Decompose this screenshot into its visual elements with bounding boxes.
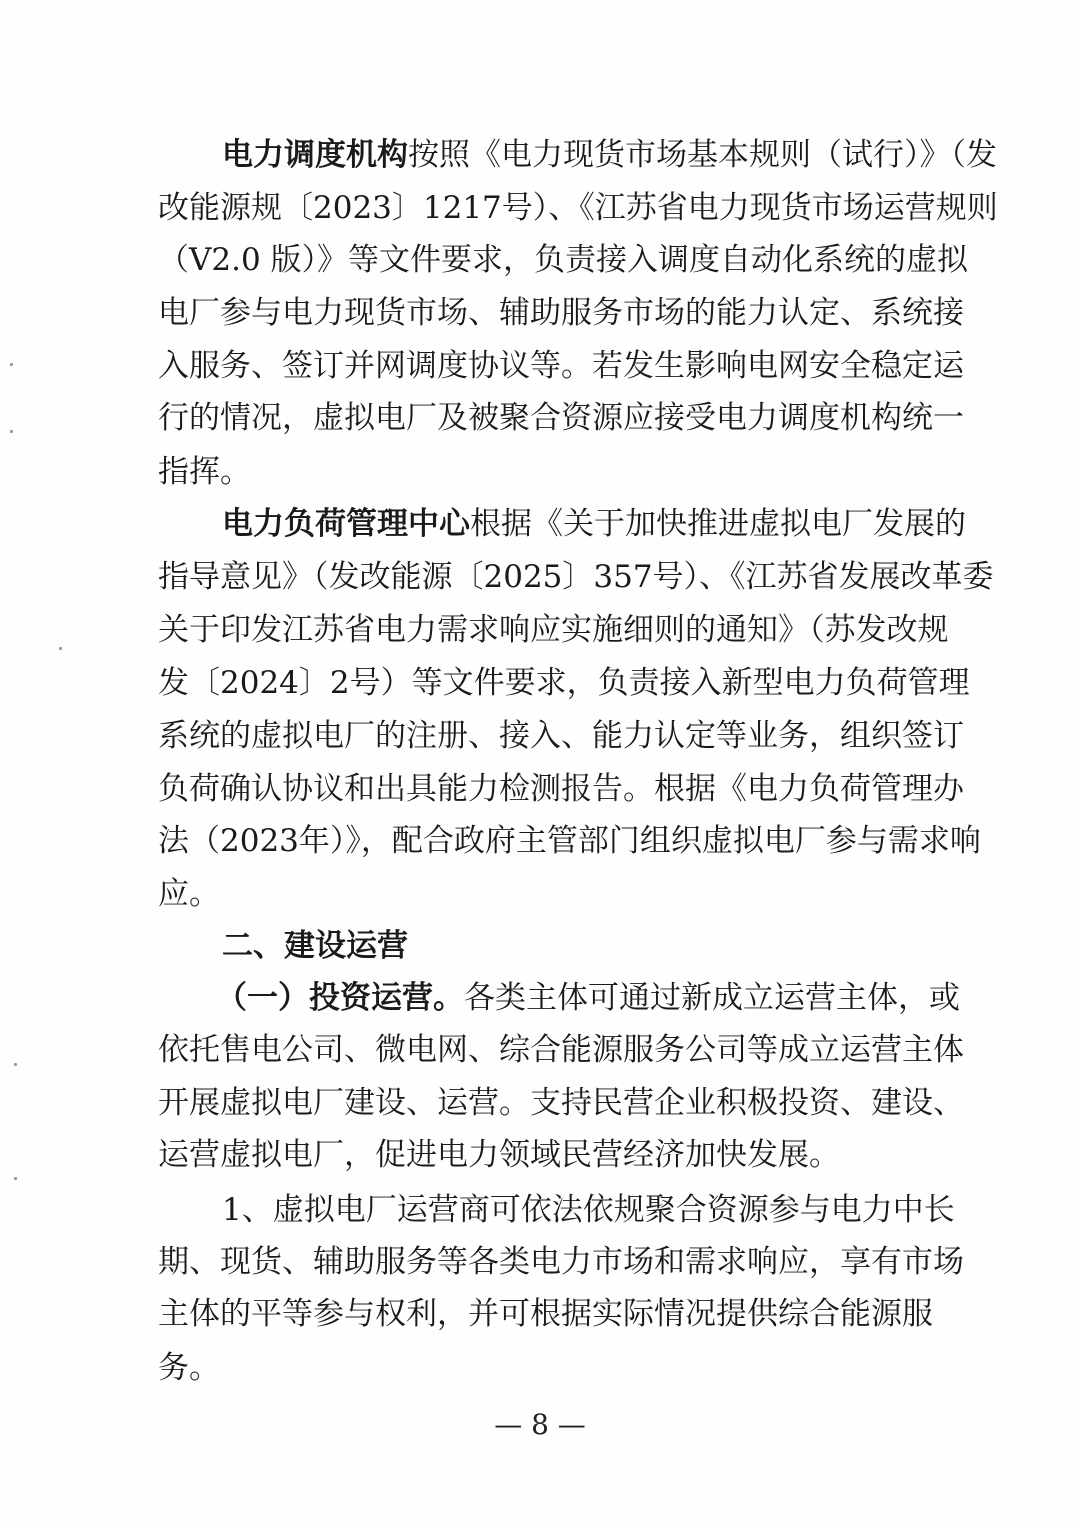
line-text: 1、虚拟电厂运营商可依法依规聚合资源参与电力中长 — [222, 1192, 955, 1228]
paragraph-1-line-5 — [158, 340, 964, 392]
bold-lead-phrase: 电力调度机构 — [222, 137, 408, 173]
scan-artifact-dot — [14, 1177, 17, 1180]
paragraph-2-line-1 — [158, 498, 966, 550]
paragraph-1-line-6 — [158, 392, 964, 444]
line-text: 各类主体可通过新成立运营主体，或 — [464, 980, 960, 1016]
paragraph-3-line-2 — [158, 1024, 964, 1076]
page-number: — 8 — — [494, 1408, 586, 1441]
paragraph-1-line-3 — [158, 234, 969, 286]
line-text: 入服务、签订并网调度协议等。若发生影响电网安全稳定运 — [158, 348, 964, 384]
scan-artifact-dot — [10, 430, 13, 433]
line-text: 依托售电公司、微电网、综合能源服务公司等成立运营主体 — [158, 1032, 964, 1068]
paragraph-4-line-3 — [158, 1288, 933, 1340]
bold-lead-phrase: 电力负荷管理中心 — [222, 506, 470, 542]
line-text: 运营虚拟电厂，促进电力领域民营经济加快发展。 — [158, 1137, 840, 1173]
line-text: 系统的虚拟电厂的注册、接入、能力认定等业务，组织签订 — [158, 718, 964, 754]
paragraph-2-line-2 — [158, 551, 994, 603]
paragraph-2-line-6 — [158, 763, 964, 815]
line-text: 关于印发江苏省电力需求响应实施细则的通知》（苏发改规 — [158, 612, 949, 648]
line-text: 务。 — [158, 1350, 220, 1386]
paragraph-1-line-1 — [158, 129, 997, 181]
paragraph-3-line-3 — [158, 1077, 964, 1129]
paragraph-2-line-5 — [158, 710, 964, 762]
paragraph-4-line-1 — [158, 1184, 955, 1236]
section-heading-text: 二、建设运营 — [222, 928, 408, 964]
paragraph-1-line-4 — [158, 287, 964, 339]
paragraph-3-line-1 — [158, 972, 960, 1024]
line-text: 开展虚拟电厂建设、运营。支持民营企业积极投资、建设、 — [158, 1085, 964, 1121]
paragraph-1-line-7 — [158, 446, 910, 498]
paragraph-2-line-3 — [158, 604, 949, 656]
line-text: 根据《关于加快推进虚拟电厂发展的 — [470, 506, 966, 542]
scan-artifact-dot — [14, 1063, 17, 1066]
line-text: 指挥。 — [158, 454, 251, 490]
paragraph-4-line-4 — [158, 1342, 910, 1394]
scan-artifact-dot — [10, 363, 13, 366]
paragraph-1-line-2 — [158, 182, 998, 234]
line-text: 负荷确认协议和出具能力检测报告。根据《电力负荷管理办 — [158, 771, 964, 807]
bold-lead-phrase: （一）投资运营。 — [216, 980, 464, 1016]
line-text: 发〔2024〕2号）等文件要求，负责接入新型电力负荷管理 — [158, 665, 970, 701]
line-text: 指导意见》（发改能源〔2025〕357号）、《江苏省发展改革委 — [158, 559, 994, 595]
scan-artifact-dot — [59, 647, 62, 650]
paragraph-2-line-8 — [158, 868, 910, 920]
line-text: 主体的平等参与权利，并可根据实际情况提供综合能源服 — [158, 1296, 933, 1332]
line-text: 按照《电力现货市场基本规则（试行）》（发 — [408, 137, 997, 173]
line-text: 应。 — [158, 876, 220, 912]
paragraph-2-line-4 — [158, 657, 970, 709]
paragraph-4-line-2 — [158, 1236, 964, 1288]
line-text: 法（2023年）》，配合政府主管部门组织虚拟电厂参与需求响 — [158, 823, 981, 859]
section-heading — [158, 920, 910, 972]
paragraph-3-line-4 — [158, 1129, 910, 1181]
line-text: （V2.0 版）》等文件要求，负责接入调度自动化系统的虚拟 — [158, 242, 969, 278]
line-text: 电厂参与电力现货市场、辅助服务市场的能力认定、系统接 — [158, 295, 964, 331]
paragraph-2-line-7 — [158, 815, 981, 867]
line-text: 行的情况，虚拟电厂及被聚合资源应接受电力调度机构统一 — [158, 400, 964, 436]
line-text: 改能源规〔2023〕1217号）、《江苏省电力现货市场运营规则 — [158, 190, 998, 226]
line-text: 期、现货、辅助服务等各类电力市场和需求响应，享有市场 — [158, 1244, 964, 1280]
